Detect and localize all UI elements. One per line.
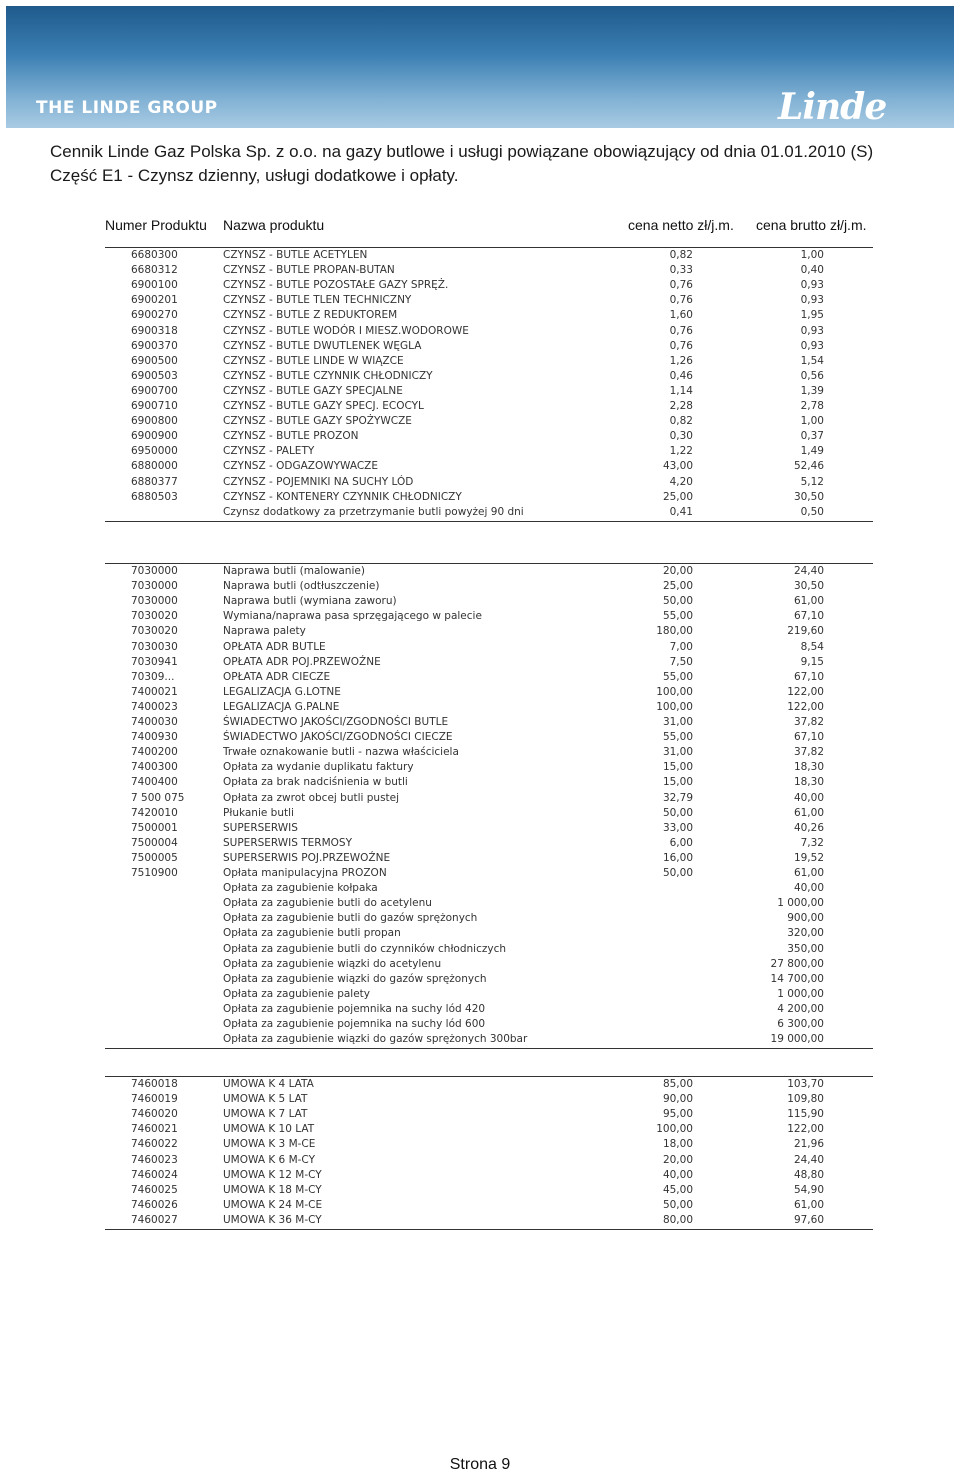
product-name: CZYNSZ - BUTLE PROZON <box>223 430 359 443</box>
product-name: LEGALIZACJA G.LOTNE <box>223 685 341 698</box>
table-row <box>105 806 873 821</box>
table-row <box>105 745 873 760</box>
product-name: Opłata za zagubienie butli do acetylenu <box>223 897 432 910</box>
price-net: 45,00 <box>662 1183 693 1196</box>
product-code: 7400021 <box>131 685 178 698</box>
table-row <box>105 1213 873 1228</box>
price-gross: 97,60 <box>793 1213 824 1226</box>
table-row <box>105 475 873 490</box>
product-name: SUPERSERWIS TERMOSY <box>223 836 353 849</box>
price-gross: 67,10 <box>793 670 824 683</box>
price-gross: 1,00 <box>800 249 824 261</box>
price-gross: 122,00 <box>787 685 824 698</box>
price-net: 50,00 <box>662 1198 693 1211</box>
price-net: 0,82 <box>669 249 693 261</box>
header-net: cena netto zł/j.m. <box>628 217 734 233</box>
product-name: Opłata za zagubienie palety <box>223 987 371 1000</box>
product-code: 7 500 075 <box>131 791 185 804</box>
product-name: Wymiana/naprawa pasa sprzęgającego w palecie <box>223 610 482 623</box>
price-gross: 37,82 <box>793 716 824 728</box>
table-row <box>105 278 873 293</box>
product-code: 6900270 <box>131 309 178 322</box>
product-code: 7510900 <box>131 867 178 879</box>
product-code: 7460020 <box>131 1108 178 1121</box>
table-row <box>105 293 873 308</box>
price-gross: 67,10 <box>793 731 824 744</box>
table-row <box>105 444 873 459</box>
table-row <box>105 369 873 384</box>
product-code: 6680300 <box>131 249 178 261</box>
product-code: 70309... <box>131 670 175 683</box>
header-banner <box>6 6 954 128</box>
price-gross: 115,90 <box>787 1108 824 1121</box>
header-name: Nazwa produktu <box>223 217 325 233</box>
table-row <box>105 640 873 655</box>
product-code: 6680312 <box>131 264 178 277</box>
price-gross: 0,93 <box>800 339 824 352</box>
price-gross: 1 000,00 <box>777 987 824 1000</box>
price-gross: 19,52 <box>793 851 824 864</box>
table-row <box>105 655 873 670</box>
table-row <box>105 324 873 339</box>
product-code: 7500001 <box>131 821 178 834</box>
table-row <box>105 263 873 278</box>
product-code: 7400200 <box>131 746 178 759</box>
product-name: CZYNSZ - BUTLE CZYNNIK CHŁODNICZY <box>223 369 433 382</box>
product-name: Opłata za zagubienie pojemnika na suchy lód 420 <box>223 1002 486 1015</box>
product-code: 7400300 <box>131 761 178 774</box>
product-name: UMOWA K 3 M-CE <box>223 1138 316 1151</box>
table-row <box>105 414 873 429</box>
product-code: 7030941 <box>131 655 178 668</box>
page-number: Strona 9 <box>449 1456 511 1473</box>
price-net: 1,26 <box>669 354 693 367</box>
table-row <box>105 942 873 957</box>
price-net: 50,00 <box>662 806 693 819</box>
price-gross: 37,82 <box>793 746 824 759</box>
product-code: 6900700 <box>131 384 178 397</box>
table-row <box>105 987 873 1002</box>
table-row <box>105 730 873 745</box>
price-net: 16,00 <box>662 851 693 864</box>
page-subtitle: Część E1 - Czynsz dzienny, usługi dodatkowe i opłaty. <box>50 166 459 185</box>
table-row <box>105 1002 873 1017</box>
product-name: Naprawa palety <box>223 625 306 638</box>
product-code: 7030030 <box>131 640 178 653</box>
product-name: UMOWA K 7 LAT <box>223 1108 308 1121</box>
price-gross: 40,00 <box>793 791 824 804</box>
table-row <box>105 1017 873 1032</box>
table-row <box>105 957 873 972</box>
table-row <box>105 339 873 354</box>
price-gross: 40,00 <box>793 882 824 895</box>
price-gross: 30,50 <box>793 580 824 593</box>
price-net: 50,00 <box>662 867 693 879</box>
product-code: 7400030 <box>131 716 178 728</box>
page-title: Cennik Linde Gaz Polska Sp. z o.o. na gazy butlowe i usługi powiązane obowiązujący od dnia 01.01.2010 (S) <box>50 142 874 161</box>
product-name: CZYNSZ - BUTLE LINDE W WIĄZCE <box>223 354 404 367</box>
product-name: CZYNSZ - POJEMNIKI NA SUCHY LÓD <box>223 475 414 488</box>
price-net: 15,00 <box>662 761 693 774</box>
product-name: Opłata za zagubienie kołpaka <box>223 882 378 895</box>
price-gross: 18,30 <box>793 761 824 774</box>
price-net: 0,76 <box>669 339 693 352</box>
price-net: 7,50 <box>669 655 693 668</box>
table-row <box>105 1137 873 1152</box>
product-name: Naprawa butli (odtłuszczenie) <box>223 580 380 593</box>
product-name: CZYNSZ - BUTLE Z REDUKTOREM <box>223 309 398 322</box>
price-net: 0,76 <box>669 294 693 307</box>
price-gross: 8,54 <box>800 640 824 653</box>
table-row <box>105 685 873 700</box>
price-gross: 14 700,00 <box>770 972 824 985</box>
product-name: CZYNSZ - BUTLE PROPAN-BUTAN <box>223 264 395 277</box>
product-code: 6900201 <box>131 294 178 307</box>
product-code: 7460022 <box>131 1138 178 1151</box>
product-code: 7400023 <box>131 700 178 713</box>
product-name: Opłata za zagubienie wiązki do gazów sprężonych <box>223 972 487 985</box>
price-gross: 1,49 <box>800 445 824 458</box>
price-net: 1,22 <box>669 445 693 458</box>
price-net: 1,14 <box>669 384 693 397</box>
price-gross: 0,93 <box>800 324 824 337</box>
price-gross: 61,00 <box>793 1198 824 1211</box>
product-code: 7460018 <box>131 1078 178 1090</box>
table-row <box>105 866 873 881</box>
price-gross: 24,40 <box>793 565 824 577</box>
price-net: 0,41 <box>669 505 693 518</box>
product-name: Czynsz dodatkowy za przetrzymanie butli powyżej 90 dni <box>223 505 524 518</box>
price-net: 100,00 <box>656 700 693 713</box>
table-row <box>105 911 873 926</box>
price-gross: 40,26 <box>793 821 824 834</box>
table-row <box>105 384 873 399</box>
table-row <box>105 896 873 911</box>
product-name: Naprawa butli (wymiana zaworu) <box>223 595 397 608</box>
price-gross: 9,15 <box>800 655 824 668</box>
price-net: 25,00 <box>662 580 693 593</box>
product-name: UMOWA K 10 LAT <box>223 1123 315 1136</box>
price-gross: 5,12 <box>800 475 824 488</box>
price-net: 33,00 <box>662 821 693 834</box>
price-net: 20,00 <box>662 1153 693 1166</box>
product-code: 6900370 <box>131 339 178 352</box>
product-code: 6880377 <box>131 475 178 488</box>
product-code: 7420010 <box>131 806 178 819</box>
price-gross: 27 800,00 <box>770 957 824 970</box>
price-net: 6,00 <box>669 836 693 849</box>
table-row <box>105 624 873 639</box>
product-name: Naprawa butli (malowanie) <box>223 565 365 577</box>
product-name: UMOWA K 5 LAT <box>223 1093 308 1106</box>
price-net: 0,46 <box>669 369 693 382</box>
product-code: 7400930 <box>131 731 178 744</box>
product-name: CZYNSZ - ODGAZOWYWACZE <box>223 460 379 473</box>
product-name: UMOWA K 36 M-CY <box>223 1213 322 1226</box>
table-row <box>105 881 873 896</box>
product-name: Trwałe oznakowanie butli - nazwa właściciela <box>223 746 459 759</box>
product-name: Opłata za zagubienie butli do czynników chłodniczych <box>223 942 507 955</box>
table-row <box>105 1107 873 1122</box>
price-gross: 6 300,00 <box>777 1018 824 1030</box>
price-gross: 320,00 <box>787 927 824 940</box>
product-code: 7030000 <box>131 565 178 577</box>
product-code: 6880000 <box>131 460 178 473</box>
table-row <box>105 354 873 369</box>
product-name: ŚWIADECTWO JAKOŚCI/ZGODNOŚCI CIECZE <box>223 731 453 744</box>
product-code: 7030000 <box>131 580 178 593</box>
price-gross: 1 000,00 <box>777 897 824 910</box>
product-name: Opłata za zagubienie wiązki do acetylenu <box>223 957 442 970</box>
product-name: Opłata za zagubienie pojemnika na suchy lód 600 <box>223 1018 486 1030</box>
product-name: CZYNSZ - BUTLE ACETYLEN <box>223 249 368 261</box>
price-gross: 0,56 <box>800 369 824 382</box>
header-code: Numer Produktu <box>105 217 207 233</box>
table-row <box>105 1122 873 1137</box>
table-row <box>105 490 873 505</box>
product-code: 7460024 <box>131 1168 178 1181</box>
product-code: 6900318 <box>131 324 178 337</box>
price-net: 20,00 <box>662 565 693 577</box>
product-code: 7460027 <box>131 1213 178 1226</box>
price-gross: 109,80 <box>787 1093 824 1106</box>
table-row <box>105 505 873 520</box>
price-gross: 48,80 <box>793 1168 824 1181</box>
product-name: CZYNSZ - BUTLE POZOSTAŁE GAZY SPRĘŻ. <box>223 279 449 292</box>
price-net: 55,00 <box>662 731 693 744</box>
price-net: 55,00 <box>662 610 693 623</box>
table-row <box>105 459 873 474</box>
product-name: OPŁATA ADR BUTLE <box>223 640 326 653</box>
price-net: 2,28 <box>669 400 693 412</box>
table-row <box>105 1198 873 1213</box>
product-name: CZYNSZ - BUTLE GAZY SPECJALNE <box>223 384 403 397</box>
price-gross: 67,10 <box>793 610 824 623</box>
product-code: 7500004 <box>131 836 178 849</box>
product-code: 7030020 <box>131 610 178 623</box>
table-row <box>105 1153 873 1168</box>
product-name: OPŁATA ADR CIECZE <box>223 670 331 683</box>
product-name: UMOWA K 18 M-CY <box>223 1183 322 1196</box>
price-net: 18,00 <box>662 1138 693 1151</box>
product-name: UMOWA K 4 LATA <box>223 1078 314 1090</box>
product-name: CZYNSZ - BUTLE DWUTLENEK WĘGLA <box>223 339 422 352</box>
price-gross: 1,54 <box>800 354 824 367</box>
price-net: 40,00 <box>662 1168 693 1181</box>
price-gross: 1,00 <box>800 415 824 428</box>
product-code: 6900800 <box>131 415 178 428</box>
product-name: Płukanie butli <box>223 806 294 819</box>
price-gross: 61,00 <box>793 595 824 608</box>
price-gross: 0,40 <box>800 264 824 277</box>
table-row <box>105 429 873 444</box>
company-group-name: THE LINDE GROUP <box>36 98 218 118</box>
product-code: 6900100 <box>131 279 178 292</box>
price-gross: 219,60 <box>787 625 824 638</box>
product-code: 7030000 <box>131 595 178 608</box>
product-code: 6900503 <box>131 369 178 382</box>
product-name: UMOWA K 6 M-CY <box>223 1153 315 1166</box>
price-net: 15,00 <box>662 776 693 789</box>
table-row <box>105 1092 873 1107</box>
product-code: 6900710 <box>131 400 178 412</box>
product-name: CZYNSZ - BUTLE WODÓR I MIESZ.WODOROWE <box>223 324 469 337</box>
table-row <box>105 821 873 836</box>
price-net: 55,00 <box>662 670 693 683</box>
price-gross: 0,93 <box>800 279 824 292</box>
section-bottom-rule <box>105 1229 873 1230</box>
product-name: OPŁATA ADR POJ.PRZEWOŹNE <box>223 655 381 668</box>
price-gross: 18,30 <box>793 776 824 789</box>
price-gross: 1,39 <box>800 384 824 397</box>
price-gross: 900,00 <box>787 912 824 925</box>
product-code: 6900500 <box>131 354 178 367</box>
price-gross: 1,95 <box>800 309 824 322</box>
table-row <box>105 1183 873 1198</box>
linde-logo: Linde <box>778 86 887 128</box>
price-net: 4,20 <box>669 475 693 488</box>
price-gross: 54,90 <box>793 1183 824 1196</box>
product-code: 7030020 <box>131 625 178 638</box>
table-row <box>105 791 873 806</box>
product-name: Opłata za zagubienie butli propan <box>223 927 401 940</box>
table-row <box>105 609 873 624</box>
product-name: Opłata za brak nadciśnienia w butli <box>223 776 408 789</box>
price-gross: 122,00 <box>787 700 824 713</box>
table-row <box>105 564 873 579</box>
product-code: 6900900 <box>131 430 178 443</box>
price-net: 0,76 <box>669 324 693 337</box>
table-row <box>105 579 873 594</box>
price-net: 180,00 <box>656 625 693 638</box>
price-gross: 61,00 <box>793 867 824 879</box>
price-net: 0,76 <box>669 279 693 292</box>
product-code: 6880503 <box>131 490 178 503</box>
product-code: 7500005 <box>131 851 178 864</box>
price-net: 31,00 <box>662 716 693 728</box>
table-row <box>105 715 873 730</box>
table-row <box>105 836 873 851</box>
product-name: Opłata za wydanie duplikatu faktury <box>223 761 414 774</box>
product-code: 7460023 <box>131 1153 178 1166</box>
section-bottom-rule <box>105 521 873 522</box>
product-name: SUPERSERWIS <box>223 821 298 834</box>
table-row <box>105 851 873 866</box>
product-name: Opłata manipulacyjna PROZON <box>223 867 387 879</box>
price-gross: 7,32 <box>800 836 824 849</box>
price-net: 100,00 <box>656 1123 693 1136</box>
price-gross: 52,46 <box>793 460 824 473</box>
product-code: 6950000 <box>131 445 178 458</box>
price-gross: 19 000,00 <box>770 1033 824 1046</box>
price-net: 0,82 <box>669 415 693 428</box>
price-gross: 122,00 <box>787 1123 824 1136</box>
price-net: 1,60 <box>669 309 693 322</box>
price-gross: 0,50 <box>800 505 824 518</box>
table-row <box>105 972 873 987</box>
table-row <box>105 248 873 263</box>
table-row <box>105 399 873 414</box>
product-name: CZYNSZ - KONTENERY CZYNNIK CHŁODNICZY <box>223 490 462 503</box>
price-net: 31,00 <box>662 746 693 759</box>
product-name: Opłata za zwrot obcej butli pustej <box>223 791 400 804</box>
table-row <box>105 775 873 790</box>
price-gross: 30,50 <box>793 490 824 503</box>
product-code: 7400400 <box>131 776 178 789</box>
section-bottom-rule <box>105 1048 873 1049</box>
table-row <box>105 1168 873 1183</box>
product-name: Opłata za zagubienie wiązki do gazów sprężonych 300bar <box>223 1033 528 1046</box>
price-gross: 24,40 <box>793 1153 824 1166</box>
header-gross: cena brutto zł/j.m. <box>756 217 867 233</box>
table-row <box>105 700 873 715</box>
product-name: UMOWA K 24 M-CE <box>223 1198 323 1211</box>
price-gross: 61,00 <box>793 806 824 819</box>
price-gross: 4 200,00 <box>777 1002 824 1015</box>
product-name: Opłata za zagubienie butli do gazów sprężonych <box>223 912 478 925</box>
table-row <box>105 1032 873 1047</box>
product-name: CZYNSZ - BUTLE GAZY SPECJ. ECOCYL <box>223 400 424 412</box>
price-net: 43,00 <box>662 460 693 473</box>
price-gross: 103,70 <box>787 1078 824 1090</box>
price-net: 95,00 <box>662 1108 693 1121</box>
table-row <box>105 926 873 941</box>
price-net: 80,00 <box>662 1213 693 1226</box>
price-gross: 350,00 <box>787 942 824 955</box>
product-name: ŚWIADECTWO JAKOŚCI/ZGODNOŚCI BUTLE <box>223 716 449 728</box>
price-net: 0,33 <box>669 264 693 277</box>
product-name: SUPERSERWIS POJ.PRZEWOŹNE <box>223 851 391 864</box>
price-net: 90,00 <box>662 1093 693 1106</box>
product-name: CZYNSZ - BUTLE TLEN TECHNICZNY <box>223 294 412 307</box>
product-name: UMOWA K 12 M-CY <box>223 1168 322 1181</box>
price-net: 7,00 <box>669 640 693 653</box>
price-net: 25,00 <box>662 490 693 503</box>
price-gross: 0,37 <box>800 430 824 443</box>
price-net: 100,00 <box>656 685 693 698</box>
table-row <box>105 594 873 609</box>
product-code: 7460025 <box>131 1183 178 1196</box>
product-name: CZYNSZ - BUTLE GAZY SPOŻYWCZE <box>223 415 412 428</box>
price-gross: 21,96 <box>793 1138 824 1151</box>
table-row <box>105 760 873 775</box>
product-code: 7460019 <box>131 1093 178 1106</box>
price-net: 50,00 <box>662 595 693 608</box>
product-code: 7460026 <box>131 1198 178 1211</box>
price-net: 32,79 <box>662 791 693 804</box>
table-row <box>105 308 873 323</box>
price-gross: 2,78 <box>800 400 824 412</box>
table-row <box>105 1077 873 1092</box>
product-name: CZYNSZ - PALETY <box>223 445 315 458</box>
table-row <box>105 670 873 685</box>
price-net: 85,00 <box>662 1078 693 1090</box>
product-code: 7460021 <box>131 1123 178 1136</box>
price-net: 0,30 <box>669 430 693 443</box>
price-gross: 0,93 <box>800 294 824 307</box>
product-name: LEGALIZACJA G.PALNE <box>223 700 340 713</box>
